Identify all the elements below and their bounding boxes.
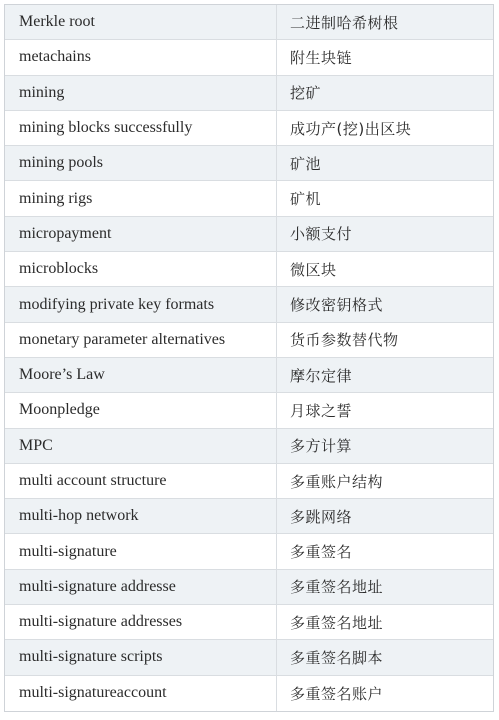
term-cell: mining pools: [5, 146, 277, 180]
translation-cell: 二进制哈希树根: [290, 13, 399, 32]
table-row: [5, 676, 493, 711]
table-row: [5, 287, 493, 322]
table-row: [5, 252, 493, 287]
term-cell: multi-signature addresse: [5, 570, 277, 604]
translation-cell: 多跳网络: [290, 507, 353, 526]
table-row: [5, 5, 493, 40]
translation-cell: 多重签名地址: [290, 578, 384, 597]
translation-cell: 小额支付: [290, 225, 353, 244]
term-cell: modifying private key formats: [5, 287, 277, 321]
term-cell: mining: [5, 76, 277, 110]
translation-cell: 微区块: [290, 260, 337, 279]
table-row: [5, 358, 493, 393]
translation-cell: 月球之誓: [290, 401, 353, 420]
translation-cell: 成功产(挖)出区块: [290, 119, 412, 138]
table-row: [5, 499, 493, 534]
translation-cell: 多重账户结构: [290, 472, 384, 491]
table-row: [5, 534, 493, 569]
term-cell: Moore’s Law: [5, 358, 277, 392]
translation-cell: 修改密钥格式: [290, 296, 384, 315]
translation-cell: 附生块链: [290, 48, 353, 67]
translation-cell: 多重签名地址: [290, 613, 384, 632]
translation-cell: 货币参数替代物: [290, 331, 399, 350]
translation-cell: 挖矿: [290, 84, 322, 103]
term-cell: Merkle root: [5, 5, 277, 39]
term-cell: multi account structure: [5, 464, 277, 498]
term-cell: mining blocks successfully: [5, 111, 277, 145]
glossary-table: [4, 4, 494, 712]
term-cell: multi-signature addresses: [5, 605, 277, 639]
table-row: [5, 640, 493, 675]
translation-cell: 摩尔定律: [290, 366, 353, 385]
translation-cell: 多重签名账户: [290, 684, 384, 703]
table-row: [5, 146, 493, 181]
term-cell: multi-hop network: [5, 499, 277, 533]
term-cell: mining rigs: [5, 181, 277, 215]
term-cell: multi-signature scripts: [5, 640, 277, 674]
table-row: [5, 40, 493, 75]
table-row: [5, 464, 493, 499]
table-row: [5, 323, 493, 358]
table-row: [5, 570, 493, 605]
table-row: [5, 111, 493, 146]
translation-cell: 多重签名脚本: [290, 648, 384, 667]
term-cell: MPC: [5, 429, 277, 463]
table-row: [5, 393, 493, 428]
table-row: [5, 429, 493, 464]
term-cell: multi-signature: [5, 534, 277, 568]
table-row: [5, 217, 493, 252]
table-row: [5, 181, 493, 216]
translation-cell: 多重签名: [290, 543, 353, 562]
term-cell: Moonpledge: [5, 393, 277, 427]
translation-cell: 矿机: [290, 190, 322, 209]
translation-cell: 矿池: [290, 154, 322, 173]
term-cell: multi-signatureaccount: [5, 676, 277, 711]
table-row: [5, 76, 493, 111]
table-row: [5, 605, 493, 640]
term-cell: microblocks: [5, 252, 277, 286]
term-cell: monetary parameter alternatives: [5, 323, 277, 357]
term-cell: metachains: [5, 40, 277, 74]
term-cell: micropayment: [5, 217, 277, 251]
translation-cell: 多方计算: [290, 437, 353, 456]
